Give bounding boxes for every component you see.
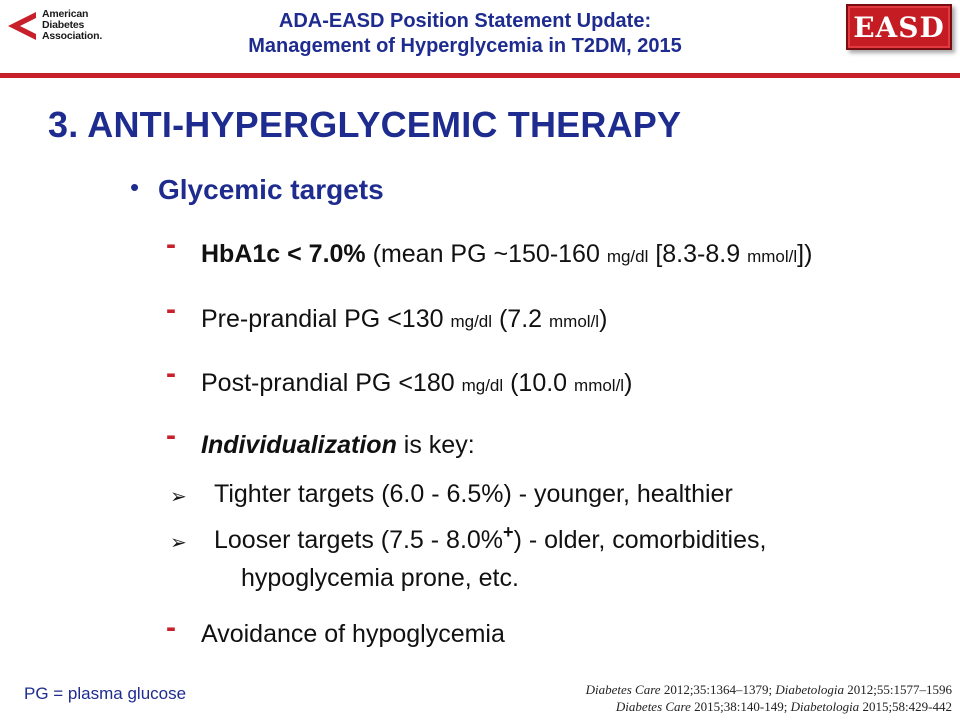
item-avoidance: Avoidance of hypoglycemia	[201, 620, 505, 648]
item-postprandial	[201, 369, 632, 398]
hba1c-unit-mmol: mmol/l	[747, 247, 798, 266]
footnote: PG = plasma glucose	[24, 684, 187, 703]
item-individualization	[201, 431, 475, 460]
hba1c-target: HbA1c < 7.0%	[201, 240, 366, 268]
ref1-journal1: Diabetes Care	[585, 682, 661, 697]
individualization-text: is key:	[396, 431, 475, 459]
hba1c-mmol-range: [8.3-8.9	[648, 240, 748, 268]
header-title-line1: ADA-EASD Position Statement Update:	[278, 10, 652, 32]
dash-icon: -	[166, 293, 176, 326]
ref2-journal2: Diabetologia	[790, 699, 860, 714]
ada-logo-line1: American	[42, 8, 89, 20]
postprandial-mmol: (10.0	[503, 369, 575, 397]
ada-logo-line3: Association.	[42, 30, 103, 42]
item-looser	[214, 522, 767, 555]
ref1-cite1: 2012;35:1364–1379;	[660, 682, 776, 697]
ref2-journal1: Diabetes Care	[615, 699, 691, 714]
ref2-cite2: 2015;58:429-442	[859, 699, 952, 714]
item-tighter: Tighter targets (6.0 - 6.5%) - younger, healthier	[214, 480, 733, 508]
reference-line-1	[586, 682, 952, 698]
header-title-line2: Management of Hyperglycemia in T2DM, 2015	[248, 35, 682, 57]
arrow-bullet-icon: ➢	[170, 532, 187, 554]
hba1c-range: 150-160	[508, 240, 607, 268]
postprandial-close: )	[624, 369, 633, 397]
hba1c-unit-mgdl: mg/dl	[606, 247, 649, 266]
hba1c-close: ])	[797, 240, 813, 268]
preprandial-unit-mmol: mmol/l	[549, 312, 600, 331]
postprandial-unit-mgdl: mg/dl	[461, 376, 504, 395]
ref1-journal2: Diabetologia	[775, 682, 845, 697]
preprandial-text: Pre-prandial PG <130	[201, 305, 451, 333]
bullet-icon: •	[130, 172, 140, 202]
subhead: Glycemic targets	[158, 174, 384, 205]
hba1c-approx: ~	[493, 240, 509, 268]
looser-text: Looser targets (7.5 - 8.0%	[214, 526, 504, 554]
easd-logo: EASD	[846, 4, 952, 50]
section-title: 3. ANTI-HYPERGLYCEMIC THERAPY	[48, 104, 682, 145]
dash-icon: -	[166, 357, 176, 390]
postprandial-unit-mmol: mmol/l	[574, 376, 625, 395]
preprandial-close: )	[599, 305, 608, 333]
looser-text-2: ) - older, comorbidities,	[513, 526, 767, 554]
header-title	[150, 9, 780, 59]
hba1c-text: (mean PG	[365, 240, 494, 268]
item-hba1c	[201, 240, 812, 269]
dash-icon: -	[166, 611, 176, 644]
ada-logo-line2: Diabetes	[42, 19, 85, 31]
ada-logo	[6, 8, 124, 44]
item-preprandial	[201, 305, 607, 334]
item-looser-cont: hypoglycemia prone, etc.	[241, 564, 519, 592]
dash-icon: -	[166, 419, 176, 452]
preprandial-mmol: (7.2	[492, 305, 550, 333]
looser-plus: +	[503, 522, 514, 542]
arrow-bullet-icon: ➢	[170, 486, 187, 508]
postprandial-text: Post-prandial PG <180	[201, 369, 462, 397]
ada-triangle-icon	[6, 10, 44, 42]
dash-icon: -	[166, 228, 176, 261]
reference-line-2	[616, 699, 952, 715]
header-divider	[0, 73, 960, 78]
individualization-emphasis: Individualization	[201, 431, 397, 459]
preprandial-unit-mgdl: mg/dl	[450, 312, 493, 331]
ref1-cite2: 2012;55:1577–1596	[844, 682, 952, 697]
ref2-cite1: 2015;38:140-149;	[690, 699, 791, 714]
